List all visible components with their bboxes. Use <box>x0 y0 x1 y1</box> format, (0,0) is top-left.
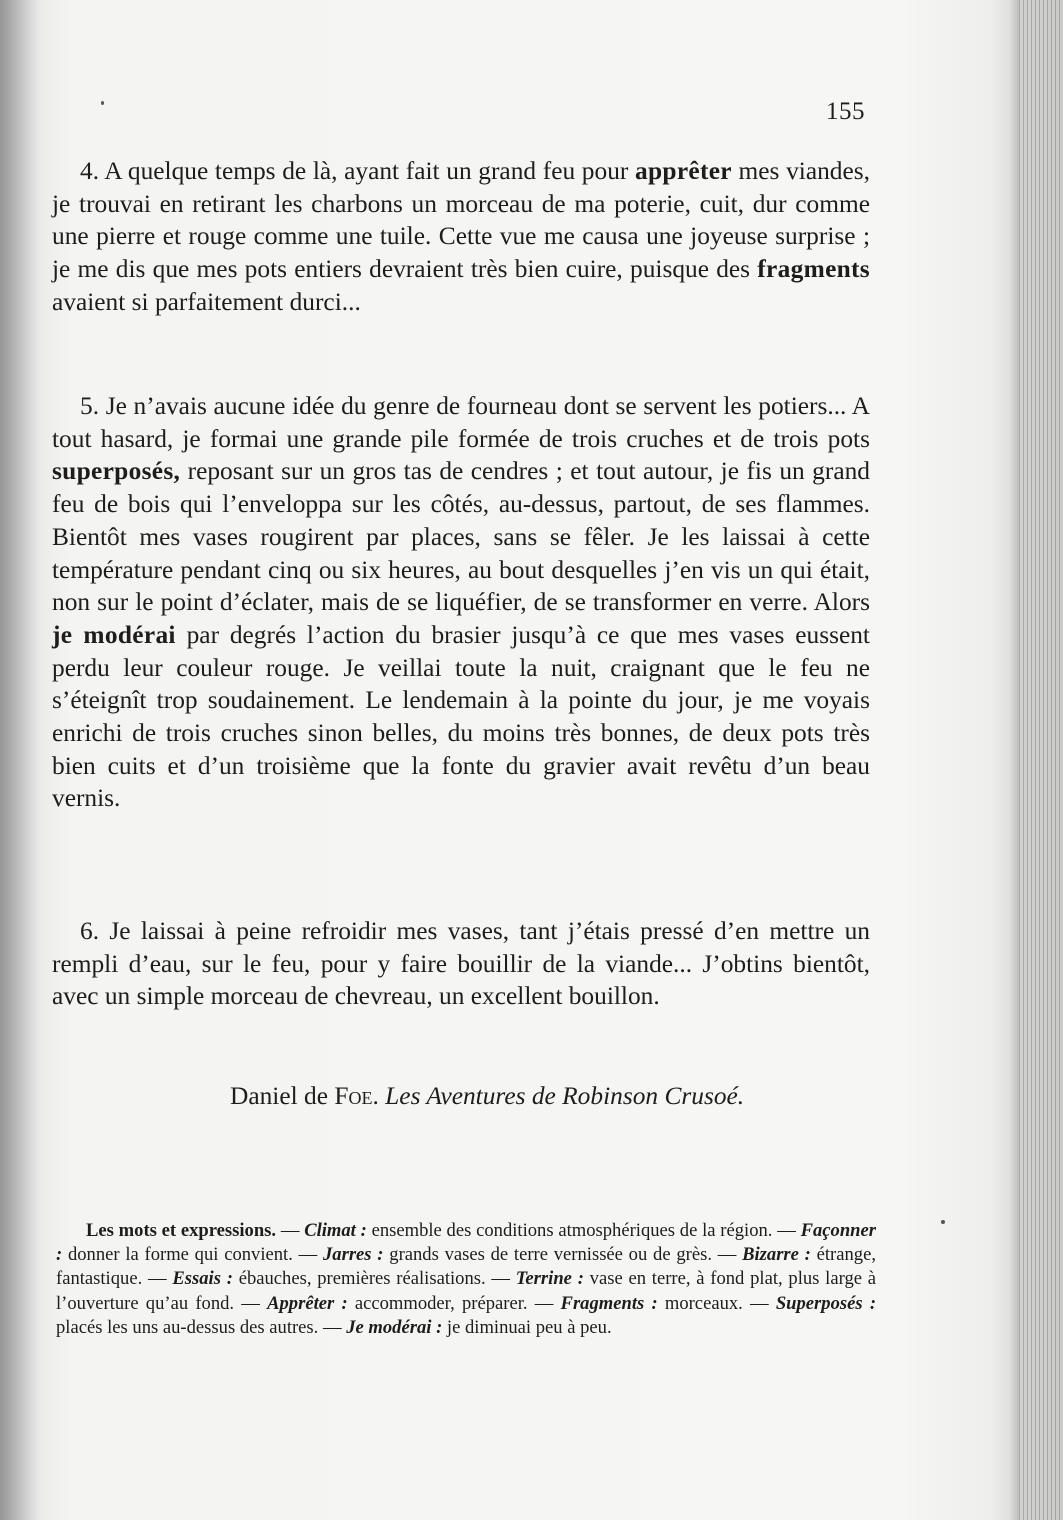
glossary-dash: — <box>527 1292 561 1314</box>
glossary-dash: — <box>485 1268 516 1290</box>
glossary-dash: — <box>711 1244 743 1266</box>
glossary-colon: : <box>644 1292 665 1314</box>
glossary-definition: placés les uns au-dessus des autres. <box>56 1316 319 1338</box>
bold-term: superposés, <box>52 457 181 486</box>
bold-term: fragments <box>757 255 870 284</box>
paragraph-5 <box>52 390 870 815</box>
author-first-name: Daniel de <box>230 1082 335 1110</box>
glossary-term: Façonner <box>800 1220 876 1241</box>
glossary-colon: : <box>431 1316 447 1338</box>
glossary-colon: : <box>862 1292 877 1314</box>
glossary-term: Je modérai <box>346 1316 432 1338</box>
page-number: 155 <box>826 98 865 125</box>
paragraph-4 <box>52 155 870 319</box>
glossary-colon: : <box>798 1244 817 1266</box>
paragraph-text: A quelque temps de là, ayant fait un grand feu pour <box>104 157 635 185</box>
glossary-definition: ébauches, premières réalisations. <box>238 1268 486 1290</box>
paper-speck <box>101 101 104 105</box>
page-stack-edge <box>1019 0 1063 1520</box>
source-attribution <box>230 1080 744 1113</box>
binding-shadow <box>0 0 40 1520</box>
paper-speck <box>941 1220 945 1224</box>
glossary-dash: — <box>142 1268 173 1290</box>
paragraph-text: reposant sur un gros tas de cendres ; et tout autour, je fis un grand feu de bois qui l’enveloppa sur les côtés, au-dessus, partout, de ses flammes. Bientôt mes vases rougirent par places, sans se fêler. Je les laissai à cette température pendant cinq ou six heures, au bout desquelles j’en vis un qui était, non sur le point d’éclater, mais de se liquéfier, de se transformer en verre. Alors <box>52 457 870 617</box>
glossary-definition: morceaux. <box>664 1292 743 1314</box>
glossary-dash: — <box>318 1316 347 1338</box>
glossary-dash: — <box>772 1220 801 1241</box>
glossary-colon: : <box>56 1244 68 1266</box>
author-last-name: Foe <box>334 1082 373 1110</box>
glossary-dash: — <box>276 1220 305 1241</box>
glossary-dash: — <box>234 1292 268 1314</box>
glossary-definition: ensemble des conditions atmosphériques de la région. <box>371 1220 773 1241</box>
glossary-term: Essais <box>172 1268 221 1290</box>
glossary-term: Terrine <box>515 1268 572 1290</box>
glossary-colon: : <box>571 1268 590 1290</box>
paragraph-number: 5. <box>80 392 100 420</box>
paragraph-number: 6. <box>80 917 100 945</box>
glossary-colon: : <box>371 1244 390 1266</box>
paragraph-6 <box>52 915 870 1013</box>
glossary-definition: grands vases de terre vernissée ou de grès. <box>389 1244 712 1266</box>
glossary-title: Les mots et expressions. <box>86 1220 277 1241</box>
glossary-dash: — <box>742 1292 776 1314</box>
glossary-definition: étrange, fantastique. <box>56 1244 876 1290</box>
glossary-term: Superposés <box>775 1292 863 1314</box>
attribution-separator: . <box>372 1082 386 1110</box>
glossary-term: Climat <box>304 1220 356 1241</box>
glossary <box>56 1219 876 1340</box>
glossary-definition: donner la forme qui convient. <box>67 1244 293 1266</box>
page-edge-shadow <box>1009 0 1019 1520</box>
paragraph-text: mes viandes, je trouvai en retirant les charbons un morceau de ma poterie, cuit, dur comme une pierre et rouge comme une tuile. Cette vue me causa une joyeuse surprise ; je me dis que mes pots entiers devraient très bien cuire, puisque des <box>52 157 870 284</box>
glossary-colon: : <box>220 1268 239 1290</box>
glossary-colon: : <box>334 1292 355 1314</box>
work-title: Les Aventures de Robinson Crusoé. <box>385 1082 745 1110</box>
paragraph-text: Je laissai à peine refroidir mes vases, tant j’étais pressé d’en mettre un rempli d’eau, sur le feu, pour y faire bouillir de la viande... J’obtins bientôt, avec un simple morceau de chevreau, un excellent bouillon. <box>52 917 870 1011</box>
glossary-term: Fragments <box>560 1292 645 1314</box>
glossary-term: Bizarre <box>742 1244 799 1266</box>
glossary-definition: vase en terre, à fond plat, plus large à l’ouverture qu’au fond. <box>56 1268 877 1314</box>
paragraph-text: Je n’avais aucune idée du genre de fourneau dont se servent les potiers... A tout hasard, je formai une grande pile formée de trois cruches et de trois pots <box>52 392 871 453</box>
paragraph-number: 4. <box>80 157 100 185</box>
glossary-term: Jarres <box>322 1244 372 1266</box>
glossary-colon: : <box>355 1220 372 1241</box>
paragraph-text: par degrés l’action du brasier jusqu’à ce que mes vases eussent perdu leur couleur rouge. Je veillai toute la nuit, craignant que le feu ne s’éteignît trop soudainement. Le lendemain à la pointe du jour, je me voyais enrichi de trois cruches sinon belles, du moins très bonnes, de deux pots très bien cuits et d’un troisième que la fonte du gravier avait revêtu d’un beau vernis. <box>52 620 870 813</box>
glossary-definition: accommoder, préparer. <box>354 1292 528 1314</box>
bold-term: je modérai <box>52 620 176 649</box>
glossary-term: Apprêter <box>267 1292 335 1314</box>
glossary-definition: je diminuai peu à peu. <box>446 1316 612 1338</box>
paragraph-text: avaient si parfaitement durci... <box>52 287 361 316</box>
glossary-dash: — <box>292 1244 323 1266</box>
bold-term: apprêter <box>635 157 732 185</box>
